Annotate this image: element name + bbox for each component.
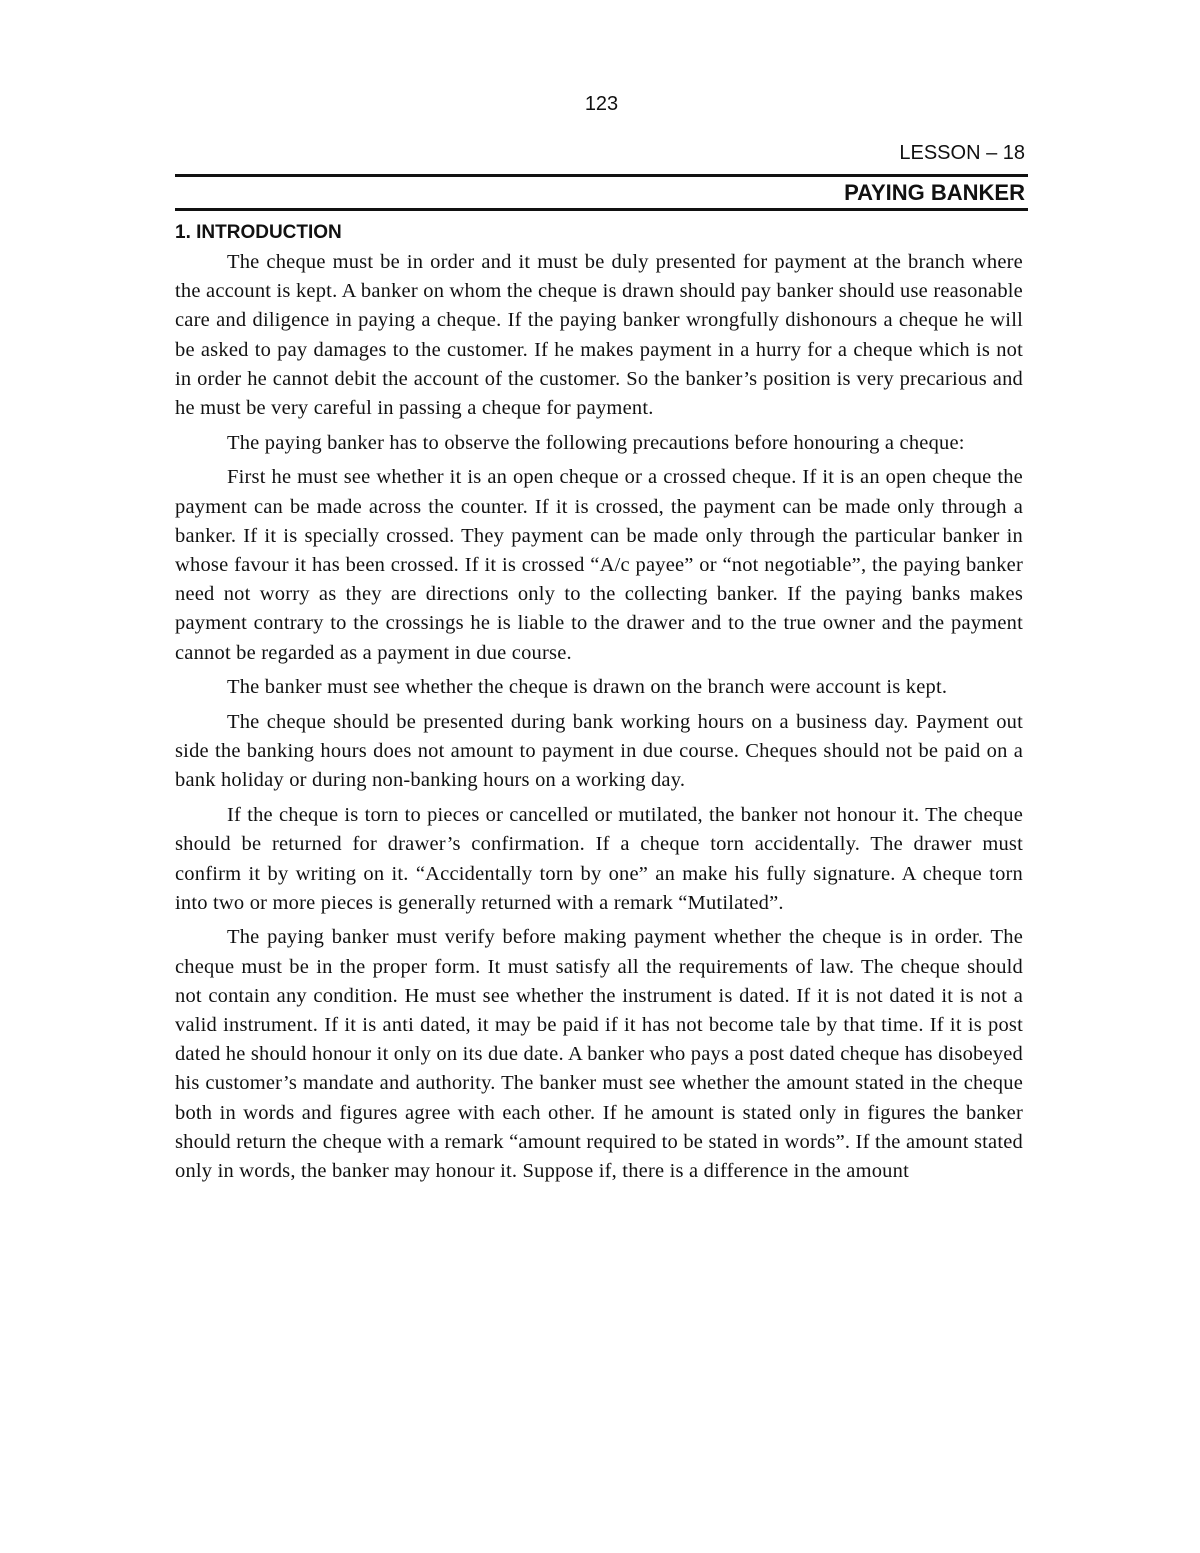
paragraph-order: The paying banker must verify before making payment whether the cheque is in order. The cheque must be in the proper form. It must satisfy all the requirements of law. The cheque should not contain any condition. He must see whether the instrument is dated. If it is not dated it is not a valid instrument. If it is anti dated, it may be paid if it has not become tale by that time. If it is post dated he should honour it only on its due date. A banker who pays a post dated cheque has disobeyed his customer’s mandate and authority. The banker must see whether the amount stated in the cheque both in words and figures agree with each other. If he amount is stated only in figures the banker should return the cheque with a remark “amount required to be stated in words”. If the amount stated only in words, the banker may honour it. Suppose if, there is a difference in the amount — [175, 926, 1023, 1183]
lesson-label: LESSON – 18 — [899, 142, 1025, 164]
paragraph-mutilated: If the cheque is torn to pieces or cancelled or mutilated, the banker not honour it. The cheque should be returned for drawer’s confirmation. If a cheque torn accidentally. The drawer must confirm it by writing on it. “Accidentally torn by one” an make his fully signature. A cheque torn into two or more pieces is generally returned with a remark “Mutilated”. — [175, 804, 1023, 914]
paragraph-working-hours: The cheque should be presented during bank working hours on a business day. Payment out side the banking hours does not amount to payment in due course. Cheques should not be paid on a bank holiday or during non-banking hours on a working day. — [175, 711, 1023, 792]
header-rule-top — [175, 174, 1028, 177]
paragraph-branch: The banker must see whether the cheque is drawn on the branch were account is kept. — [227, 676, 948, 699]
header-rule-bottom — [175, 208, 1028, 211]
paragraph-precautions: The paying banker has to observe the following precautions before honouring a cheque: — [227, 431, 965, 454]
chapter-title: PAYING BANKER — [844, 180, 1025, 205]
document-page — [175, 0, 1028, 1553]
paragraph-crossing: First he must see whether it is an open cheque or a crossed cheque. If it is an open cheque the payment can be made across the counter. If it is crossed, the payment can be made only through a banker. If it is specially crossed. They payment can be made only through the particular banker in whose favour it has been crossed. If it is crossed “A/c payee” or “not negotiable”, the paying banker need not worry as they are directions only to the collecting banker. If the paying banks makes payment contrary to the crossings he is liable to the drawer and to the true owner and the payment cannot be regarded as a payment in due course. — [175, 466, 1023, 664]
section-heading: 1. INTRODUCTION — [175, 222, 342, 243]
paragraph-intro: The cheque must be in order and it must be duly presented for payment at the branch where the account is kept. A banker on whom the cheque is drawn should pay banker should use reasonable care and diligence in paying a cheque. If the paying banker wrongfully dishonours a cheque he will be asked to pay damages to the customer. If he makes payment in a hurry for a cheque which is not in order he cannot debit the account of the customer. So the banker’s position is very precarious and he must be very careful in passing a cheque for payment. — [175, 251, 1023, 420]
body-text — [175, 248, 1023, 1192]
page-number: 123 — [584, 93, 619, 115]
